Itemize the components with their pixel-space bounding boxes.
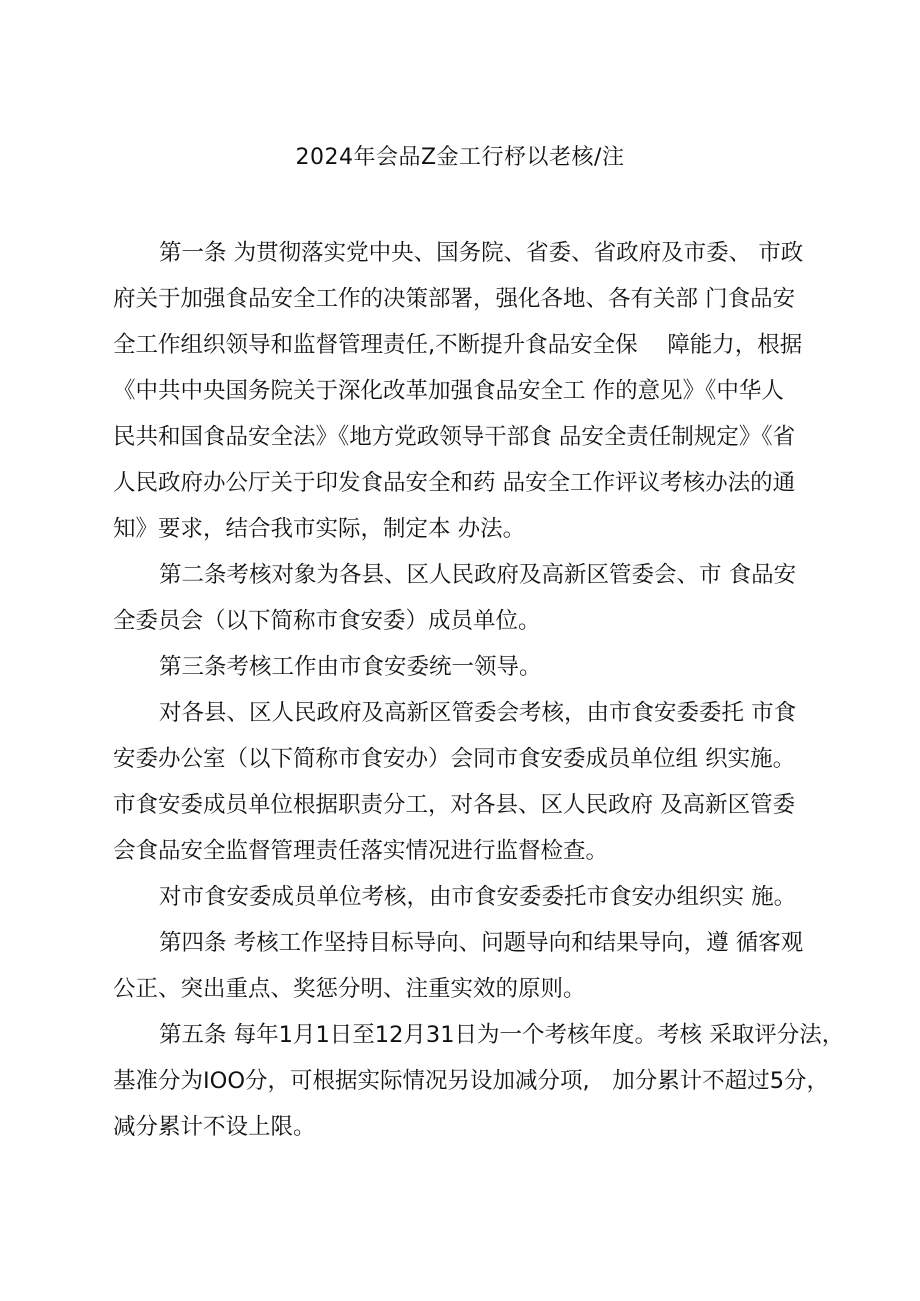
- body-text-line: 会食品安全监督管理责任落实情况进行监督检查。: [113, 838, 609, 864]
- body-text-line: 第四条 考核工作坚持目标导向、问题导向和结果导向，遵 循客观: [159, 930, 804, 956]
- body-text-line: 《中共中央国务院关于深化改革加强食品安全工 作的意见》《中华人: [113, 378, 784, 404]
- body-text-line: 府关于加强食品安全工作的决策部署，强化各地、各有关部 门食品安: [113, 286, 796, 312]
- body-text-line: 公正、突出重点、奖惩分明、注重实效的原则。: [113, 976, 586, 1002]
- document-body: [113, 230, 845, 1150]
- body-text-line: 知》要求，结合我市实际，制定本 办法。: [113, 516, 526, 542]
- body-text-line: 市食安委成员单位根据职责分工，对各县、区人民政府 及高新区管委: [113, 792, 796, 818]
- body-text-line: 第五条 每年1月1日至12月31日为一个考核年度。考核 采取评分法，: [159, 1022, 845, 1048]
- body-text-line: 民共和国食品安全法》《地方党政领导干部食 品安全责任制规定》《省: [113, 424, 796, 450]
- body-text-line: 人民政府办公厅关于印发食品安全和药 品安全工作评议考核办法的通: [113, 470, 796, 496]
- body-text-line: 全委员会（以下简称市食安委）成员单位。: [113, 608, 541, 634]
- body-text-line: 安委办公室（以下简称市食安办）会同市食安委成员单位组 织实施。: [113, 746, 796, 772]
- body-text-line: 对市食安委成员单位考核，由市食安委委托市食安办组织实 施。: [159, 884, 797, 910]
- body-text-line: 基准分为IOO分，可根据实际情况另设加减分项, 加分累计不超过5分，: [113, 1068, 830, 1094]
- document-title: 2024年会品Z金工行杼以老核/注: [295, 145, 625, 170]
- body-text-line: 第一条 为贯彻落实党中央、国务院、省委、省政府及市委、 市政: [159, 240, 804, 266]
- body-text-line: 第二条考核对象为各县、区人民政府及高新区管委会、市 食品安: [159, 562, 797, 588]
- body-text-line: 减分累计不设上限。: [113, 1114, 316, 1140]
- body-text-line: 对各县、区人民政府及高新区管委会考核，由市食安委委托 市食: [159, 700, 797, 726]
- body-text-line: 第三条考核工作由市食安委统一领导。: [159, 654, 542, 680]
- body-text-line: 全工作组织领导和监督管理责任,不断提升食品安全保 障能力，根据: [113, 332, 803, 358]
